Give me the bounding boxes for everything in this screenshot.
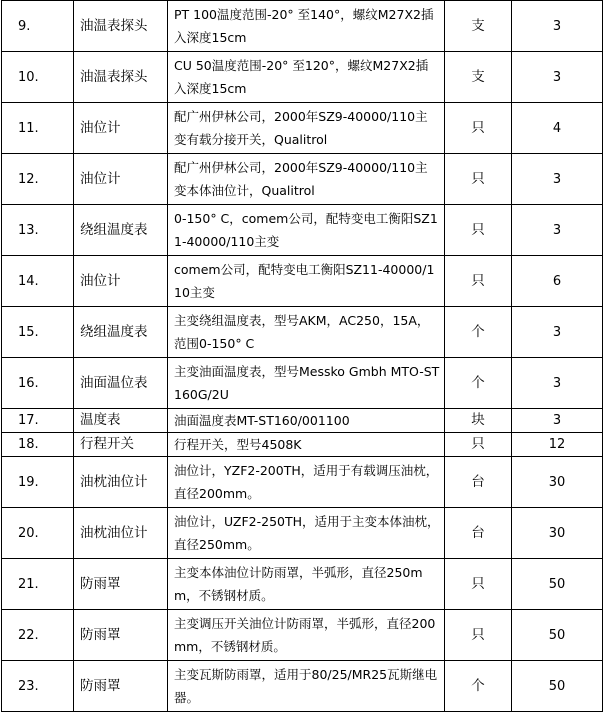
table-row [2,205,603,256]
item-unit: 台 [445,457,512,508]
equipment-table [1,0,603,712]
item-unit: 只 [445,610,512,661]
item-spec: 主变调压开关油位计防雨罩，半弧形，直径200mm，不锈钢材质。 [168,610,445,661]
row-number: 19. [2,457,74,508]
item-quantity: 3 [512,409,603,433]
row-number: 12. [2,154,74,205]
table-row [2,409,603,433]
item-unit: 块 [445,409,512,433]
row-number: 9. [2,1,74,52]
item-quantity: 12 [512,433,603,457]
item-quantity: 50 [512,559,603,610]
item-spec: 主变油面温度表，型号Messko Gmbh MTO-ST160G/2U [168,358,445,409]
item-name: 油位计 [74,154,168,205]
item-quantity: 3 [512,205,603,256]
item-unit: 只 [445,103,512,154]
table-row [2,559,603,610]
item-name: 行程开关 [74,433,168,457]
item-name: 绕组温度表 [74,307,168,358]
table-row [2,256,603,307]
item-spec: comem公司，配特变电工衡阳SZ11-40000/110主变 [168,256,445,307]
item-spec: CU 50温度范围-20° 至120°，螺纹M27X2插入深度15cm [168,52,445,103]
item-name: 油面温位表 [74,358,168,409]
item-unit: 只 [445,559,512,610]
item-quantity: 30 [512,457,603,508]
item-quantity: 3 [512,52,603,103]
table-row [2,508,603,559]
item-spec: 配广州伊林公司，2000年SZ9-40000/110主变有载分接开关，Qualitrol [168,103,445,154]
item-name: 油枕油位计 [74,457,168,508]
item-name: 油温表探头 [74,52,168,103]
item-spec: PT 100温度范围-20° 至140°，螺纹M27X2插入深度15cm [168,1,445,52]
item-quantity: 3 [512,307,603,358]
item-quantity: 4 [512,103,603,154]
row-number: 11. [2,103,74,154]
table-row [2,52,603,103]
item-name: 防雨罩 [74,610,168,661]
table-body [2,1,603,712]
item-name: 温度表 [74,409,168,433]
row-number: 17. [2,409,74,433]
item-spec: 0-150° C，comem公司，配特变电工衡阳SZ11-40000/110主变 [168,205,445,256]
item-unit: 只 [445,154,512,205]
item-spec: 油位计，YZF2-200TH，适用于有载调压油枕，直径200mm。 [168,457,445,508]
item-spec: 配广州伊林公司，2000年SZ9-40000/110主变本体油位计，Qualitrol [168,154,445,205]
table-row [2,103,603,154]
item-spec: 主变瓦斯防雨罩，适用于80/25/MR25瓦斯继电器。 [168,661,445,712]
table-row [2,154,603,205]
row-number: 10. [2,52,74,103]
table-row [2,433,603,457]
item-spec: 油面温度表MT-ST160/001100 [168,409,445,433]
item-name: 绕组温度表 [74,205,168,256]
table-row [2,457,603,508]
item-spec: 主变绕组温度表，型号AKM，AC250，15A，范围0-150° C [168,307,445,358]
item-unit: 个 [445,358,512,409]
table-row [2,661,603,712]
item-unit: 只 [445,256,512,307]
item-quantity: 50 [512,610,603,661]
row-number: 21. [2,559,74,610]
item-name: 油位计 [74,256,168,307]
item-quantity: 3 [512,1,603,52]
item-unit: 只 [445,205,512,256]
item-name: 防雨罩 [74,661,168,712]
row-number: 13. [2,205,74,256]
item-name: 防雨罩 [74,559,168,610]
item-spec: 行程开关，型号4508K [168,433,445,457]
item-spec: 油位计，UZF2-250TH，适用于主变本体油枕，直径250mm。 [168,508,445,559]
item-name: 油位计 [74,103,168,154]
item-unit: 个 [445,307,512,358]
item-name: 油温表探头 [74,1,168,52]
item-unit: 只 [445,433,512,457]
row-number: 18. [2,433,74,457]
item-quantity: 50 [512,661,603,712]
item-quantity: 3 [512,358,603,409]
row-number: 14. [2,256,74,307]
item-unit: 个 [445,661,512,712]
table-row [2,1,603,52]
row-number: 15. [2,307,74,358]
table-row [2,358,603,409]
row-number: 22. [2,610,74,661]
item-name: 油枕油位计 [74,508,168,559]
item-quantity: 30 [512,508,603,559]
item-unit: 支 [445,1,512,52]
row-number: 16. [2,358,74,409]
item-quantity: 3 [512,154,603,205]
item-unit: 支 [445,52,512,103]
table-row [2,610,603,661]
item-quantity: 6 [512,256,603,307]
row-number: 20. [2,508,74,559]
item-spec: 主变本体油位计防雨罩，半弧形，直径250mm，不锈钢材质。 [168,559,445,610]
row-number: 23. [2,661,74,712]
table-row [2,307,603,358]
item-unit: 台 [445,508,512,559]
